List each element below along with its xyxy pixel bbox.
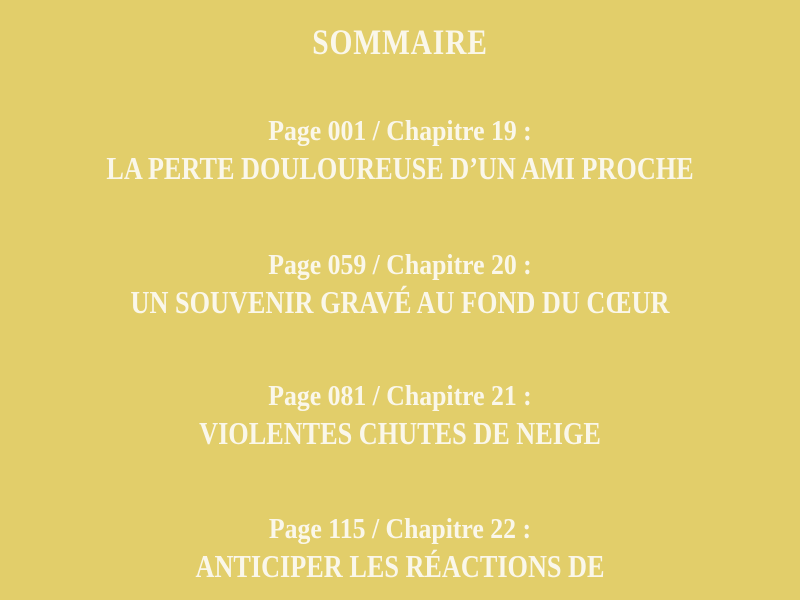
- entry-page-line: Page 081 / Chapitre 21 :: [268, 381, 532, 412]
- toc-entry: [0, 512, 800, 585]
- entry-chapter-title: ANTICIPER LES RÉACTIONS DE: [195, 548, 605, 584]
- toc-entry: [0, 114, 800, 187]
- entry-chapter-title: LA PERTE DOULOUREUSE D’UN AMI PROCHE: [106, 150, 694, 186]
- toc-entry: [0, 379, 800, 452]
- entry-page-line: Page 115 / Chapitre 22 :: [268, 514, 532, 545]
- entry-page-line: Page 059 / Chapitre 20 :: [268, 250, 532, 281]
- entry-chapter-title: UN SOUVENIR GRAVÉ AU FOND DU CŒUR: [130, 284, 670, 320]
- entry-page-line: Page 001 / Chapitre 19 :: [268, 116, 532, 147]
- toc-entry: [0, 248, 800, 321]
- page-title: SOMMAIRE: [312, 22, 488, 62]
- entry-chapter-title: VIOLENTES CHUTES DE NEIGE: [199, 415, 601, 451]
